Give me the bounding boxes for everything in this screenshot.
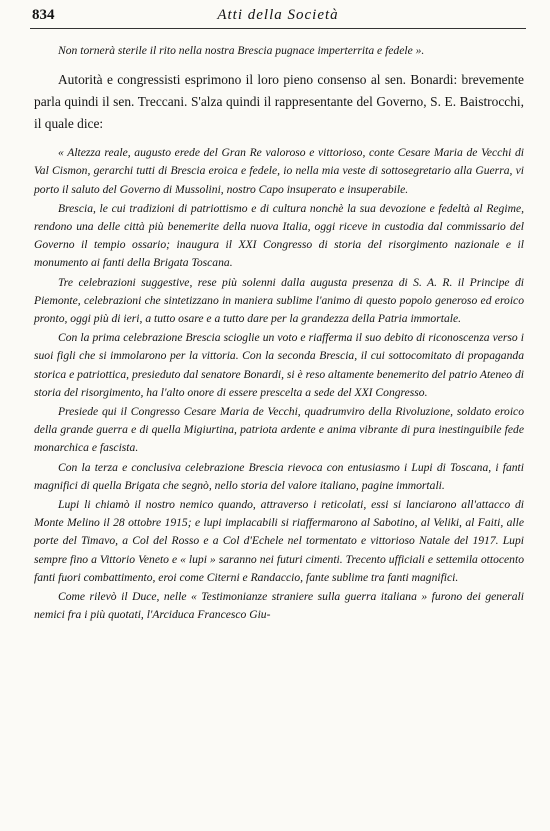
paragraph-speech-greeting: « Altezza reale, augusto erede del Gran Re valoroso e vittorioso, conte Cesare Maria de Vecchi di Val Cismon, gerarchi tutti di Brescia eroica e fedele, io nella mia veste di sottosegretario alla Guerra, vi porto il saluto del Governo di Mussolini, nostro Capo insuperato e insuperabile. <box>34 146 524 196</box>
page-number: 834 <box>32 7 55 23</box>
paragraph-narration: Autorità e congressisti esprimono il loro pieno consenso al sen. Bonardi: brevemente parla quindi il sen. Treccani. S'alza quindi il rappresentante del Governo, S. E. Baistrocchi, il quale dice: <box>34 72 524 132</box>
paragraph-speech-brescia: Brescia, le cui tradizioni di patriottismo e di cultura nonchè la sua devozione e fedeltà al Regime, rendono una delle città più benemerite della nuova Italia, oggi riceve in custodia dal commissario del Governo il tempio ossario; inaugura il XXI Congresso di storia del risorgimento nazionale e il monumento ai fanti della Brigata Toscana. <box>34 201 524 270</box>
paragraph-speech-celebrations: Tre celebrazioni suggestive, rese più solenni dalla augusta presenza di S. A. R. il Principe di Piemonte, celebrazioni che sintetizzano in maniera sublime l'animo di questo popolo generoso ed eroico pronto, oggi più di ieri, a tutto osare e a tutto dare per la grandezza della Patria immortale. <box>34 275 524 326</box>
paragraph-speech-lupi: Lupi li chiamò il nostro nemico quando, attraverso i reticolati, essi si lanciarono all'attacco di Monte Melino il 28 ottobre 1915; e lupi implacabili si riaffermarono al Sabotino, al Veliki, al Faiti, alle porte del Timavo, a Col del Rosso e a Col d'Echele nel tormentato e vittorioso Natale del 1917. Lupi sempre fino a Vittorio Veneto e « lupi » saranno nei futuri cimenti. Trecento ufficiali e settemila ottocento fanti fuori combattimento, eroi come Citerni e Randaccio, fante sublime tra fanti magnifici. <box>34 498 524 584</box>
paragraph-speech-de-vecchi: Presiede qui il Congresso Cesare Maria de Vecchi, quadrumviro della Rivoluzione, soldato eroico della grande guerra e di quella Migiurtina, patriota ardente e anima vibrante di pura inestinguibile fede monarchica e fascista. <box>34 405 524 455</box>
body-text <box>34 42 524 624</box>
paragraph-speech-third: Con la terza e conclusiva celebrazione Brescia rievoca con entusiasmo i Lupi di Toscana, i fanti magnifici di quella Brigata che segnò, nello storia del valore italiano, pagine immortali. <box>34 460 524 492</box>
paragraph-closing-quote: Non tornerà sterile il rito nella nostra Brescia pugnace imperterrita e fedele ». <box>58 44 425 57</box>
running-title: Atti della Società <box>217 7 339 23</box>
page-header <box>32 5 524 27</box>
header-rule <box>30 28 526 29</box>
paragraph-speech-first-second: Con la prima celebrazione Brescia scioglie un voto e riafferma il suo debito di riconoscenza verso i suoi figli che si immolarono per la vittoria. Con la seconda Brescia, il cui sottocomitato di propaganda storica e patriottica, presieduto dal senatore Bonardi, si è reso altamente benemerito del patrio Ateneo di storia del risorgimento, ha l'alto onore di essere prescelta a sede del XXI Congresso. <box>34 331 524 399</box>
paragraph-speech-duce: Come rilevò il Duce, nelle « Testimonianze straniere sulla guerra italiana » furono dei generali nemici fra i più quotati, l'Arciduca Francesco Giu- <box>34 590 524 622</box>
